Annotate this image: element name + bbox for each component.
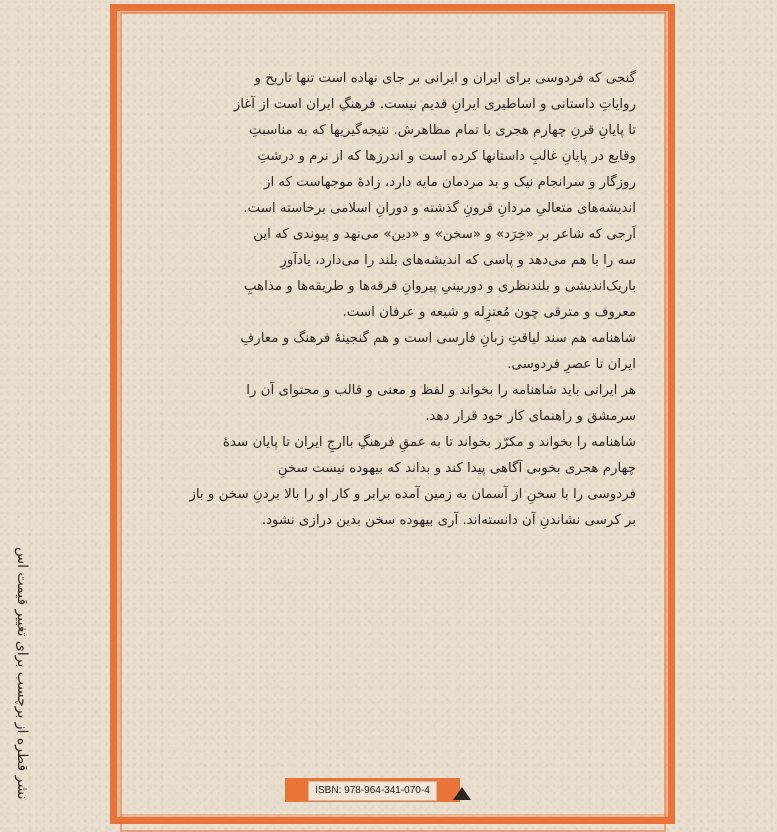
back-cover-text bbox=[148, 66, 636, 534]
text-line: روزگار و سرانجام نیک و بد مردمان مایه دارد، زادهٔ موجهاست که از bbox=[263, 175, 636, 190]
text-line: چهارم هجری بخوبی آگاهی پیدا کند و بداند که بیهوده نیست سخنِ bbox=[277, 461, 636, 476]
text-line: سه را با هم می‌دهد و پاسی که اندیشه‌های بلند را می‌دارد، یادآورِ bbox=[280, 253, 636, 268]
text-line: تا پایانِ قرنِ چهارم هجری با تمام مظاهرش. نتیجه‌گیریها که به مناسبتِ bbox=[248, 123, 636, 138]
isbn-box bbox=[285, 778, 460, 802]
text-line: وقایع در پایانِ غالبِ داستانها کرده است و اندرزها که از نرم و درشتِ bbox=[257, 149, 636, 164]
text-line: معروف و مترقی چون مُعتزِله و شیعه و عرفان است. bbox=[342, 305, 636, 320]
text-line: فردوسی را با سخنِ از آسمان به زمین آمده برابر و کار او را بالا بردنِ سخن و باز bbox=[189, 487, 636, 502]
text-line: سرمشق و راهنمای کار خود قرار دهد. bbox=[425, 409, 636, 424]
isbn-label: ISBN: 978-964-341-070-4 bbox=[308, 781, 437, 801]
text-line: شاهنامه هم سند لیاقتِ زبانِ فارسی است و هم گنجینهٔ فرهنگ و معارفِ bbox=[240, 331, 636, 346]
text-line: هر ایرانی باید شاهنامه را بخواند و لفظ و معنی و قالب و محتوای آن را bbox=[246, 383, 636, 398]
text-line: اندیشه‌های متعالیِ مردانِ قرونِ گذشته و دورانِ اسلامی برخاسته است. bbox=[243, 201, 636, 216]
text-line: بر کرسی نشاندنِ آن دانسته‌اند. آری بیهوده سخن بدین درازی نشود. bbox=[261, 513, 636, 528]
text-line: روایاتِ داستانی و اساطیری ایرانِ قدیم نیست. فرهنگِ ایران است از آغاز bbox=[233, 97, 636, 112]
text-line: باریک‌اندیشی و بلندنظری و دوربینیِ پیروانِ فرقه‌ها و طریقه‌ها و مذاهبِ bbox=[243, 279, 636, 294]
text-line: شاهنامه را بخواند و مکرّر بخواند تا به عمقِ فرهنگِ باارجِ ایران تا پایان سدهٔ bbox=[222, 435, 636, 450]
text-line: اَرجی که شاعر بر «خِرَد» و «سخن» و «دین» می‌نهد و پیوندی که این bbox=[253, 227, 636, 242]
text-line: گنجی که فردوسی برای ایران و ایرانی بر جای نهاده است تنها تاریخ و bbox=[254, 71, 636, 86]
text-line: ایران تا عصرِ فردوسی. bbox=[507, 357, 636, 372]
side-publisher-note: نشر قطره از برچسب برای تغییر قیمت اس bbox=[14, 547, 30, 800]
triangle-mark-icon bbox=[453, 787, 471, 800]
